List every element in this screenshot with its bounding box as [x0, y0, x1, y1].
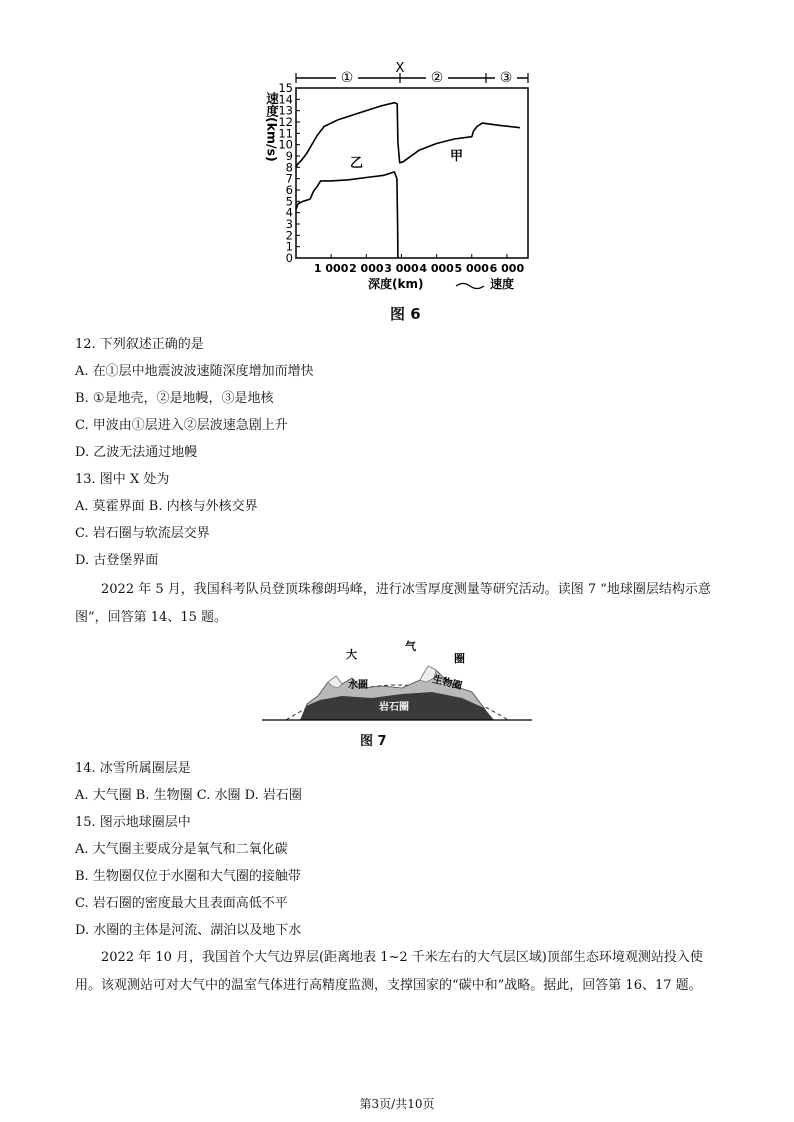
y-tick-label: 9	[285, 149, 293, 163]
y-tick-label: 13	[278, 103, 293, 118]
question-13-option-ab: A. 莫霍界面 B. 内核与外核交界	[75, 499, 258, 514]
label-hydrosphere: 水圈	[348, 680, 368, 691]
series-line-yi	[296, 172, 398, 258]
y-tick-label: 3	[285, 217, 293, 231]
y-tick-label: 4	[285, 205, 293, 220]
x-axis-label: 深度(km)	[368, 277, 424, 291]
label-atmosphere-quan: 圈	[454, 652, 465, 665]
y-tick-label: 7	[285, 171, 293, 186]
question-12-option-d: D. 乙波无法通过地幔	[75, 445, 198, 460]
series-line-jia	[296, 103, 520, 168]
question-12-option-b: B. ①是地壳，②是地幔，③是地核	[75, 391, 274, 406]
x-tick-label: 5 000	[454, 262, 489, 275]
figure-6-chart	[250, 62, 550, 292]
y-tick-label: 10	[278, 137, 293, 152]
figure-6-caption: 图 6	[390, 305, 421, 323]
segment-label-2: ②	[430, 70, 444, 86]
segment-label-3: ③	[499, 70, 513, 86]
question-12-stem: 12. 下列叙述正确的是	[75, 337, 204, 352]
x-tick-label: 1 000	[313, 262, 349, 275]
intro-paragraph-14-15: 2022 年 5 月，我国科考队员登顶珠穆朗玛峰，进行冰雪厚度测量等研究活动。读图 7 “地球圈层结构示意图”，回答第 14、15 题。	[75, 582, 711, 625]
intro-paragraph-16-17: 2022 年 10 月，我国首个大气边界层(距离地表 1~2 千米左右的大气层区域)顶部生态环境观测站投入使用。该观测站可对大气中的温室气体进行高精度监测，支撑国家的“碳中和”战略。据此，回答第 16、17 题。	[75, 950, 703, 993]
question-15-stem: 15. 图示地球圈层中	[75, 815, 191, 830]
y-tick-label: 12	[278, 115, 293, 129]
page-footer: 第3页/共10页	[359, 1097, 435, 1111]
legend-label: 速度	[490, 277, 515, 291]
y-tick-label: 0	[285, 251, 293, 265]
y-axis-ticks	[278, 81, 300, 265]
y-tick-label: 8	[285, 160, 293, 175]
question-13-stem: 13. 图中 X 处为	[75, 472, 170, 487]
question-14-options: A. 大气圈 B. 生物圈 C. 水圈 D. 岩石圈	[75, 788, 302, 803]
x-tick-label: 3 000	[384, 262, 419, 275]
x-tick-label: 2 000	[349, 262, 384, 275]
y-axis-label: 速度(km/s)	[264, 92, 280, 162]
question-13-option-c: C. 岩石圈与软流层交界	[75, 526, 210, 541]
figure-7-diagram	[262, 636, 532, 722]
y-tick-label: 5	[285, 194, 293, 209]
x-axis-ticks	[314, 254, 525, 275]
question-15-option-a: A. 大气圈主要成分是氧气和二氧化碳	[75, 842, 288, 857]
layer-segment-bar	[296, 62, 528, 86]
label-atmosphere-da: 大	[346, 648, 357, 661]
segment-label-x: X	[395, 62, 405, 76]
figure-7-caption: 图 7	[360, 734, 387, 749]
curve-label-yi: 乙	[350, 156, 364, 171]
velocity-curves	[296, 103, 520, 258]
label-atmosphere-qi: 气	[405, 640, 416, 653]
question-13-option-d: D. 古登堡界面	[75, 553, 159, 568]
plot-frame	[296, 88, 528, 258]
y-tick-label: 2	[285, 228, 293, 243]
question-15-option-d: D. 水圈的主体是河流、湖泊以及地下水	[75, 923, 302, 938]
x-tick-label: 6 000	[489, 262, 525, 275]
legend-line-icon	[456, 284, 484, 289]
y-tick-label: 1	[285, 239, 293, 254]
question-15-option-b: B. 生物圈仅位于水圈和大气圈的接触带	[75, 869, 301, 884]
label-biosphere: 生物圈	[431, 674, 464, 693]
question-15-option-c: C. 岩石圈的密度最大且表面高低不平	[75, 896, 288, 911]
y-tick-label: 6	[285, 183, 293, 197]
question-14-stem: 14. 冰雪所属圈层是	[75, 761, 191, 776]
curve-label-jia: 甲	[450, 149, 464, 164]
question-12-option-c: C. 甲波由①层进入②层波速急剧上升	[75, 418, 288, 433]
segment-label-1: ①	[340, 70, 354, 86]
y-tick-label: 11	[278, 126, 293, 141]
x-tick-label: 4 000	[419, 262, 454, 275]
question-12-option-a: A. 在①层中地震波波速随深度增加而增快	[75, 364, 314, 379]
y-tick-label: 15	[278, 81, 293, 95]
y-tick-label: 14	[278, 92, 293, 107]
label-lithosphere: 岩石圈	[379, 702, 409, 713]
